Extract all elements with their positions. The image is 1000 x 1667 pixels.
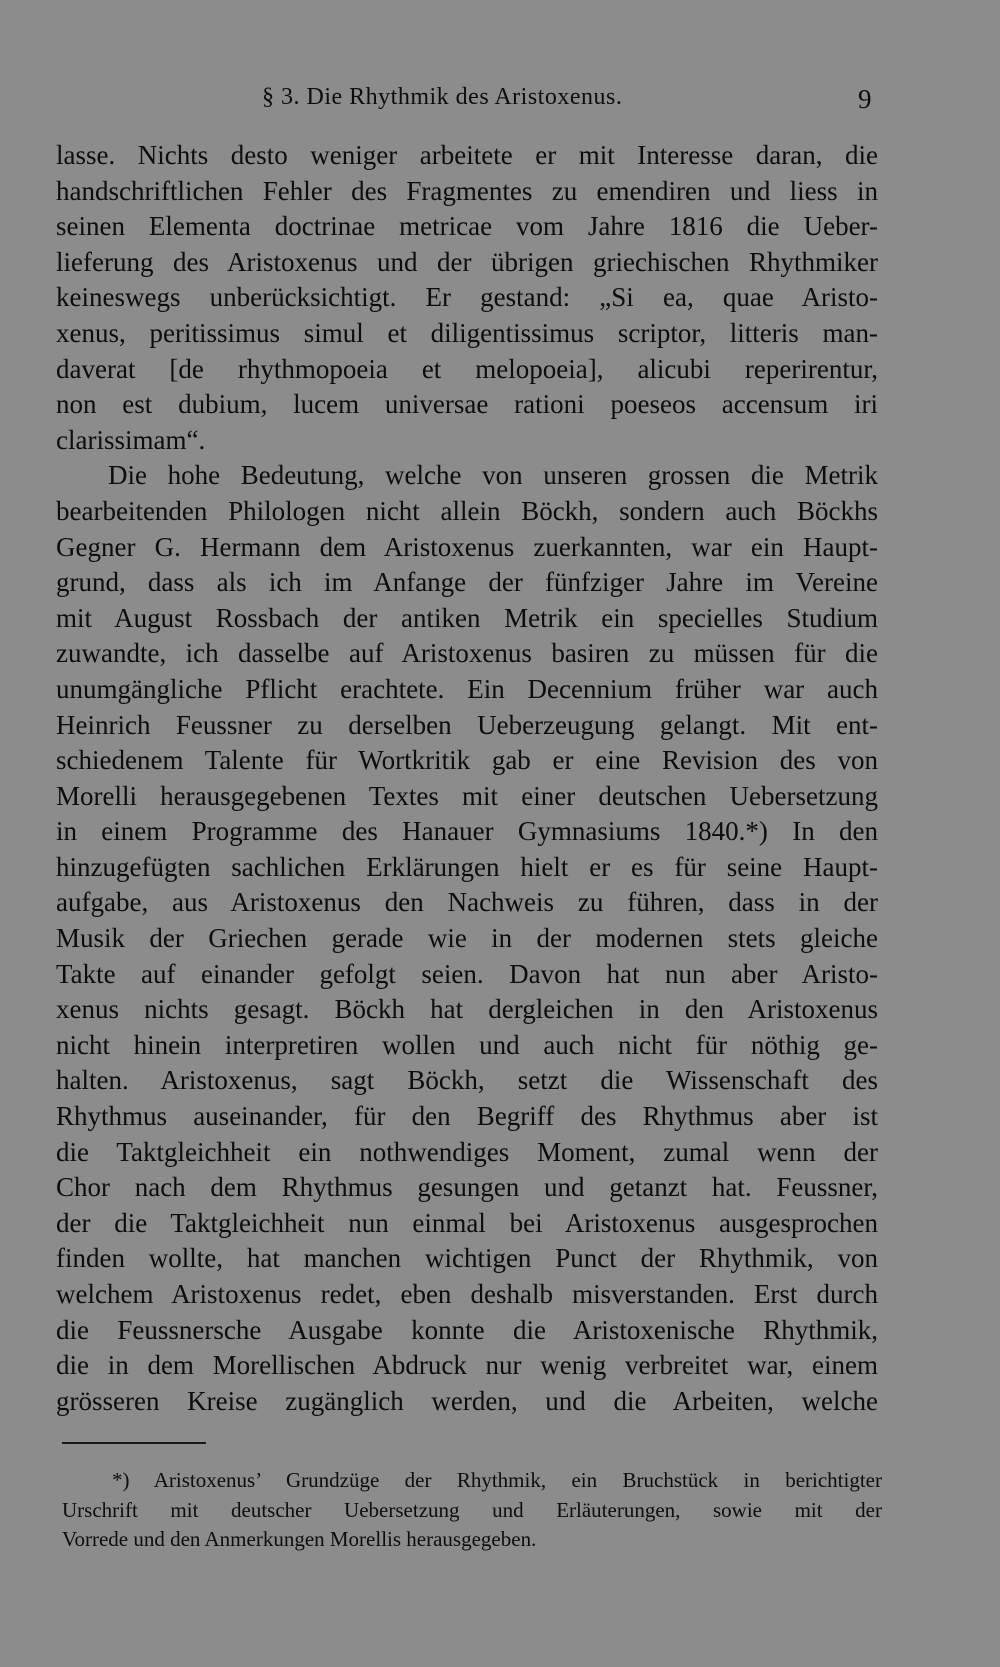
text-line: hinzugefügten sachlichen Erklärungen hielt er es für seine Haupt- <box>56 851 878 882</box>
text-line: die Taktgleichheit ein nothwendiges Moment, zumal wenn der <box>56 1136 878 1167</box>
text-line: Takte auf einander gefolgt seien. Davon hat nun aber Aristo- <box>56 958 878 989</box>
running-head <box>0 84 1000 120</box>
text-line: schiedenem Talente für Wortkritik gab er eine Revision des von <box>56 745 878 776</box>
text-line: Heinrich Feussner zu derselben Ueberzeugung gelangt. Mit ent- <box>56 709 878 740</box>
text-line: die in dem Morellischen Abdruck nur wenig verbreitet war, einem <box>56 1350 878 1381</box>
text-line: non est dubium, lucem universae rationi poeseos accensum iri <box>56 389 878 420</box>
text-line: lasse. Nichts desto weniger arbeitete er mit Interesse daran, die <box>56 140 878 170</box>
text-line: zuwandte, ich dasselbe auf Aristoxenus basiren zu müssen für die <box>56 638 878 669</box>
running-title: § 3. Die Rhythmik des Aristoxenus. <box>262 84 623 110</box>
text-line: handschriftlichen Fehler des Fragmentes zu emendiren und liess in <box>56 175 878 206</box>
page-number: 9 <box>858 84 872 114</box>
footnote-line: Vorrede und den Anmerkungen Morellis herausgegeben. <box>62 1527 537 1551</box>
footnote <box>62 1466 882 1555</box>
text-line: halten. Aristoxenus, sagt Böckh, setzt die Wissenschaft des <box>56 1065 878 1096</box>
text-line: aufgabe, aus Aristoxenus den Nachweis zu führen, dass in der <box>56 887 878 918</box>
text-line: grösseren Kreise zugänglich werden, und die Arbeiten, welche <box>56 1385 878 1416</box>
text-line: mit August Rossbach der antiken Metrik ein specielles Studium <box>56 602 878 633</box>
text-line: Die hohe Bedeutung, welche von unseren grossen die Metrik <box>108 460 878 491</box>
text-line: daverat [de rhythmopoeia et melopoeia], alicubi reperirentur, <box>56 353 878 384</box>
text-line: nicht hinein interpretiren wollen und auch nicht für nöthig ge- <box>56 1029 878 1060</box>
text-line: grund, dass als ich im Anfange der fünfziger Jahre im Vereine <box>56 567 878 598</box>
text-line: in einem Programme des Hanauer Gymnasiums 1840.*) In den <box>56 816 878 847</box>
text-line: seinen Elementa doctrinae metricae vom Jahre 1816 die Ueber- <box>56 211 878 242</box>
footnote-line: Urschrift mit deutscher Uebersetzung und Erläuterungen, sowie mit der <box>62 1497 882 1522</box>
text-line: Gegner G. Hermann dem Aristoxenus zuerkannten, war ein Haupt- <box>56 531 878 562</box>
text-line: clarissimam“. <box>56 424 206 455</box>
text-line: welchem Aristoxenus redet, eben deshalb misverstanden. Erst durch <box>56 1279 878 1309</box>
text-line: bearbeitenden Philologen nicht allein Böckh, sondern auch Böckhs <box>56 495 878 526</box>
text-line: keineswegs unberücksichtigt. Er gestand: „Si ea, quae Aristo- <box>56 282 878 313</box>
footnote-line: *) Aristoxenus’ Grundzüge der Rhythmik, ein Bruchstück in berichtigter <box>112 1468 882 1492</box>
text-line: xenus, peritissimus simul et diligentissimus scriptor, litteris man- <box>56 317 878 348</box>
text-line: Musik der Griechen gerade wie in der modernen stets gleiche <box>56 923 878 954</box>
text-line: lieferung des Aristoxenus und der übrigen griechischen Rhythmiker <box>56 246 878 277</box>
text-line: finden wollte, hat manchen wichtigen Punct der Rhythmik, von <box>56 1243 878 1274</box>
text-line: Rhythmus auseinander, für den Begriff des Rhythmus aber ist <box>56 1101 878 1132</box>
text-line: die Feussnersche Ausgabe konnte die Aristoxenische Rhythmik, <box>56 1314 878 1345</box>
text-line: Chor nach dem Rhythmus gesungen und getanzt hat. Feussner, <box>56 1172 878 1203</box>
text-line: Morelli herausgegebenen Textes mit einer deutschen Uebersetzung <box>56 780 878 811</box>
footnote-divider <box>62 1442 206 1444</box>
text-line: xenus nichts gesagt. Böckh hat dergleichen in den Aristoxenus <box>56 994 878 1025</box>
text-line: unumgängliche Pflicht erachtete. Ein Decennium früher war auch <box>56 673 878 704</box>
text-line: der die Taktgleichheit nun einmal bei Aristoxenus ausgesprochen <box>56 1207 878 1238</box>
body-text <box>56 138 878 1419</box>
